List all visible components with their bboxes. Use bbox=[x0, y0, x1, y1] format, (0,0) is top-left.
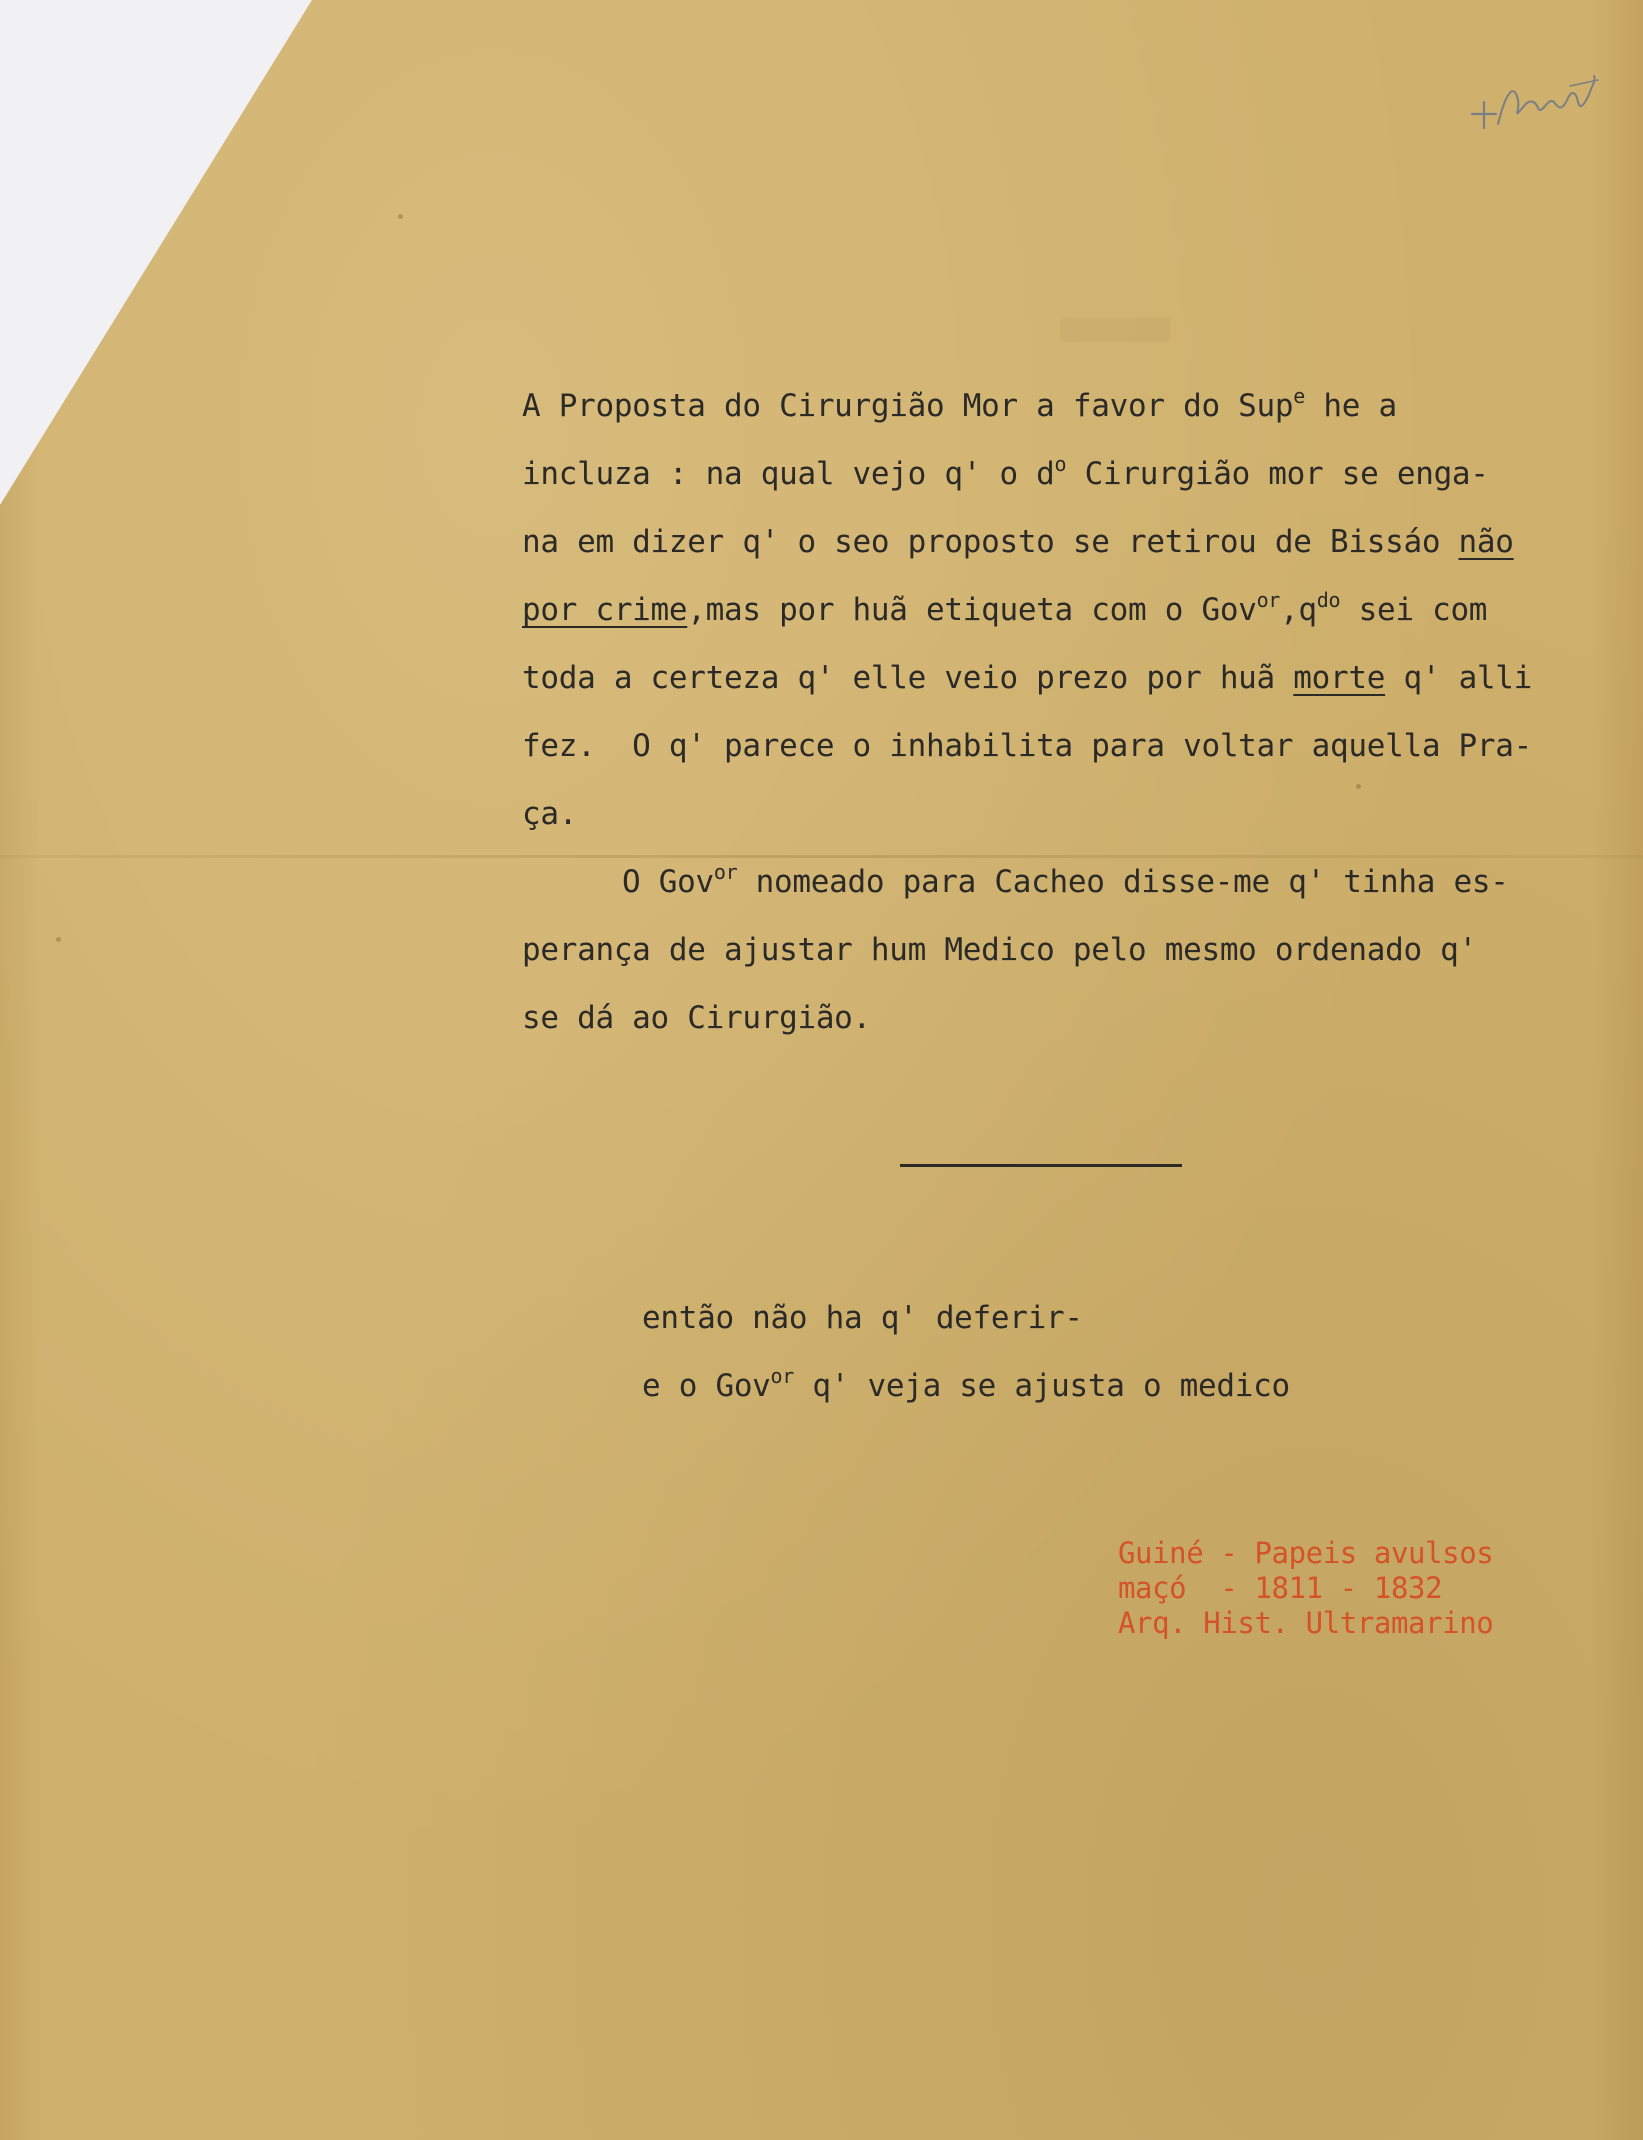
dispatch-note-line-2: e o Gov$^{or}$ q' veja se ajusta o medico bbox=[642, 1364, 1290, 1404]
archive-reference-line-2: maçó - 1811 - 1832 bbox=[1118, 1571, 1443, 1605]
paragraph-1-line-1: A Proposta do Cirurgião Mor a favor do Sup$^e$ he a bbox=[522, 384, 1397, 424]
paragraph-1-line-6: fez. O q' parece o inhabilita para voltar aquella Pra- bbox=[522, 728, 1532, 764]
archive-reference-line-1: Guiné - Papeis avulsos bbox=[1118, 1536, 1494, 1570]
memo-body bbox=[522, 372, 1397, 440]
separator-rule bbox=[900, 1164, 1182, 1167]
paper-speck bbox=[56, 937, 61, 942]
paragraph-2-line-1: O Gov$^{or}$ nomeado para Cacheo disse-me q' tinha es- bbox=[622, 860, 1509, 900]
paragraph-1-line-2: incluza : na qual vejo q' o $d^o$ Cirurgião mor se enga- bbox=[522, 452, 1489, 492]
archive-reference-line-3: Arq. Hist. Ultramarino bbox=[1118, 1606, 1494, 1640]
paragraph-1-line-7: ça. bbox=[522, 796, 578, 832]
archive-reference bbox=[1118, 1536, 1493, 1641]
paragraph-1-line-4: por crime,mas por huã etiqueta com o $Gov^{or},q^{do}$ sei com bbox=[522, 588, 1488, 628]
bleed-through-mark bbox=[1060, 318, 1170, 342]
paper-speck bbox=[1356, 784, 1361, 789]
paragraph-2-line-2: perança de ajustar hum Medico pelo mesmo ordenado q' bbox=[522, 932, 1477, 968]
dispatch-note-line-1: então não ha q' deferir- bbox=[642, 1300, 1083, 1336]
pencil-annotation-signature bbox=[1458, 62, 1608, 152]
paragraph-2-line-3: se dá ao Cirurgião. bbox=[522, 1000, 871, 1036]
paragraph-1-line-5: toda a certeza q' elle veio prezo por huã morte q' alli bbox=[522, 660, 1533, 696]
paragraph-1-line-3: na em dizer q' o seo proposto se retirou de Bissáo não bbox=[522, 524, 1514, 560]
paper-speck bbox=[398, 214, 403, 219]
